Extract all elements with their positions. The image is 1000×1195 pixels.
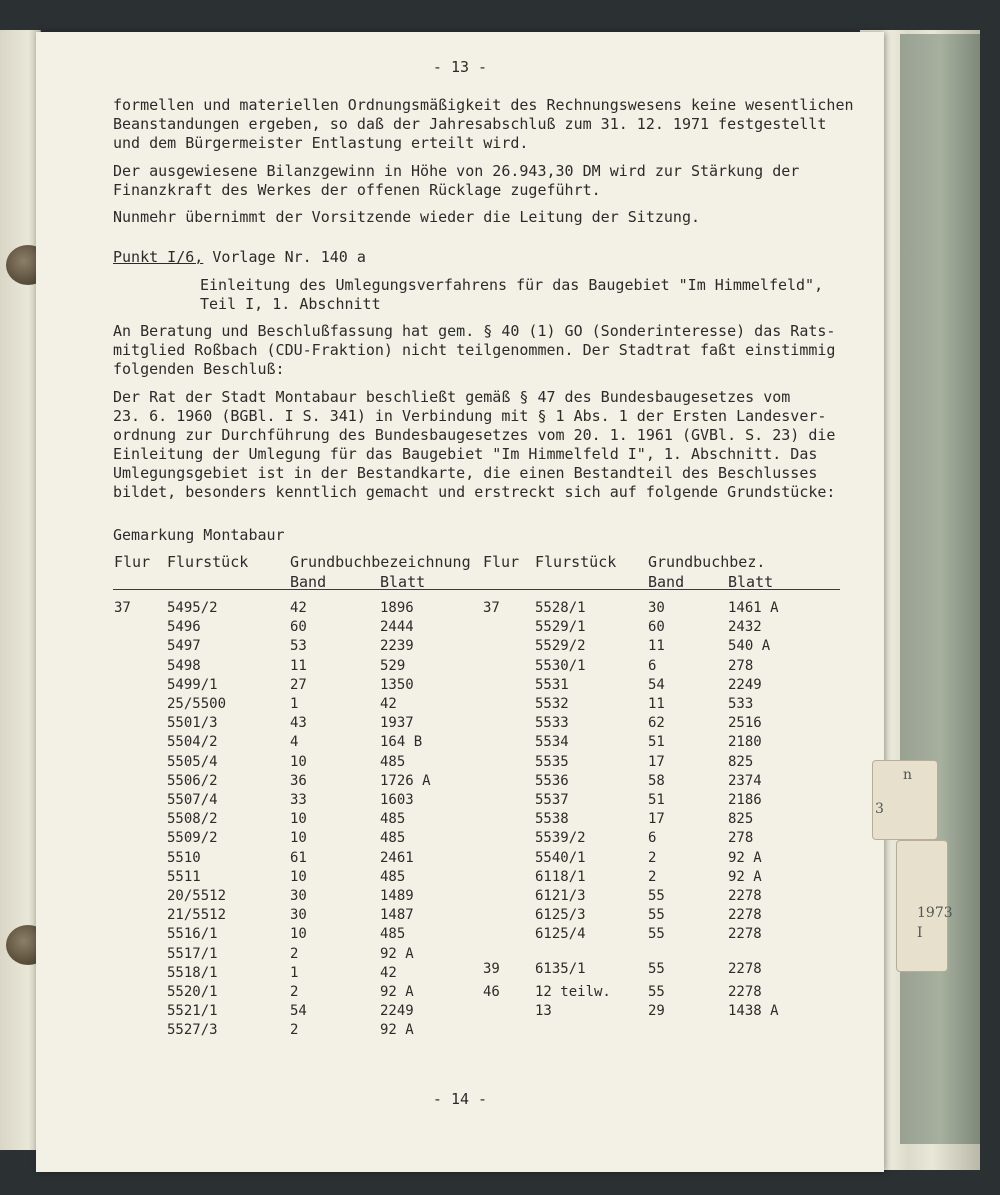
table-row bbox=[36, 1022, 884, 1041]
table-row bbox=[36, 961, 884, 984]
page-number-bottom: - 14 - bbox=[432, 1090, 488, 1108]
index-tab-lower[interactable] bbox=[896, 840, 953, 972]
beschluss-paragraph bbox=[113, 388, 836, 502]
cell-flurstueck-2: 5539/2 bbox=[535, 830, 586, 847]
cell-blatt: 485 bbox=[380, 811, 406, 828]
cell-band: 10 bbox=[290, 811, 307, 828]
table-row bbox=[36, 773, 884, 792]
cell-blatt: 485 bbox=[380, 830, 406, 847]
cell-blatt-2: 2249 bbox=[728, 676, 762, 693]
cell-blatt: 1937 bbox=[380, 715, 414, 732]
cell-blatt-2: 2432 bbox=[728, 619, 762, 636]
cell-band-2: 17 bbox=[648, 753, 665, 770]
table-row bbox=[36, 638, 884, 657]
cell-blatt-2: 2374 bbox=[728, 772, 762, 789]
col-header-grundbuch-2: Grundbuchbez. bbox=[648, 553, 766, 571]
cell-blatt-2: 2278 bbox=[728, 907, 762, 924]
cell-band: 43 bbox=[290, 715, 307, 732]
cell-band: 30 bbox=[290, 907, 307, 924]
cell-flurstueck-2: 12 teilw. bbox=[535, 984, 611, 1000]
table-row bbox=[36, 696, 884, 715]
index-tab-upper[interactable] bbox=[872, 760, 938, 840]
cell-blatt: 2461 bbox=[380, 849, 414, 866]
agenda-item-heading bbox=[113, 248, 366, 266]
vorsitz-paragraph bbox=[113, 208, 813, 227]
cell-band: 11 bbox=[290, 657, 307, 674]
cell-blatt-2: 278 bbox=[728, 657, 754, 674]
cell-band-2: 55 bbox=[648, 961, 665, 977]
cell-flurstueck: 5501/3 bbox=[167, 715, 218, 732]
cell-flurstueck-2: 5533 bbox=[535, 715, 569, 732]
cell-flurstueck-2: 5540/1 bbox=[535, 849, 586, 866]
text-line: 23. 6. 1960 (BGBl. I S. 341) in Verbindung mit § 1 Abs. 1 der Ersten Landesver- bbox=[113, 407, 827, 425]
cell-band: 1 bbox=[290, 696, 299, 712]
cell-flurstueck: 5506/2 bbox=[167, 772, 218, 789]
agenda-item-title bbox=[200, 276, 824, 314]
table-row bbox=[36, 658, 884, 677]
cell-band-2: 29 bbox=[648, 1003, 665, 1019]
text-line: ordnung zur Durchführung des Bundesbaugesetzes vom 20. 1. 1961 (GVBl. S. 23) die bbox=[113, 426, 836, 444]
cell-blatt-2: 825 bbox=[728, 811, 754, 828]
cell-blatt: 42 bbox=[380, 696, 397, 712]
col-header-blatt: Blatt bbox=[380, 573, 426, 591]
table-row bbox=[36, 619, 884, 638]
cell-flurstueck: 5507/4 bbox=[167, 792, 218, 808]
table-row bbox=[36, 754, 884, 773]
cell-band-2: 11 bbox=[648, 638, 665, 655]
text-line: Beanstandungen ergeben, so daß der Jahresabschluß zum 31. 12. 1971 festgestellt bbox=[113, 115, 827, 133]
cell-blatt-2: 2278 bbox=[728, 984, 762, 1000]
cell-band-2: 6 bbox=[648, 657, 657, 674]
cell-blatt-2: 2186 bbox=[728, 792, 762, 808]
cell-flurstueck: 5504/2 bbox=[167, 734, 218, 751]
cell-flurstueck: 5498 bbox=[167, 657, 201, 674]
table-row bbox=[36, 850, 884, 869]
cell-band: 27 bbox=[290, 676, 307, 693]
cell-flurstueck: 5509/2 bbox=[167, 830, 218, 847]
table-row bbox=[36, 734, 884, 753]
table-row bbox=[36, 677, 884, 696]
text-line: formellen und materiellen Ordnungsmäßigkeit des Rechnungswesens keine wesentlichen bbox=[113, 96, 854, 114]
cell-blatt: 92 A bbox=[380, 984, 414, 1000]
agenda-item-label: Punkt I/6, bbox=[113, 248, 204, 266]
text-line: Einleitung des Umlegungsverfahrens für das Baugebiet "Im Himmelfeld", bbox=[200, 276, 824, 294]
cell-flurstueck: 5517/1 bbox=[167, 946, 218, 962]
table-header-rule bbox=[113, 589, 840, 590]
text-line: Finanzkraft des Werkes der offenen Rücklage zugeführt. bbox=[113, 181, 601, 199]
binder-left-edge bbox=[0, 30, 41, 1150]
cell-band-2: 2 bbox=[648, 868, 657, 885]
cell-flurstueck-2: 6135/1 bbox=[535, 961, 586, 977]
cell-band-2: 11 bbox=[648, 696, 665, 712]
text-line: Der ausgewiesene Bilanzgewinn in Höhe von 26.943,30 DM wird zur Stärkung der bbox=[113, 162, 800, 180]
col-header-band: Band bbox=[290, 573, 327, 591]
cell-flurstueck: 5499/1 bbox=[167, 676, 218, 693]
cell-band: 2 bbox=[290, 1022, 299, 1038]
cell-band-2: 30 bbox=[648, 600, 665, 616]
table-row bbox=[36, 869, 884, 888]
cell-blatt-2: 2278 bbox=[728, 926, 762, 943]
bilanz-paragraph bbox=[113, 162, 813, 200]
col-header-grundbuch: Grundbuchbezeichnung bbox=[290, 553, 471, 571]
cell-band: 33 bbox=[290, 792, 307, 808]
cell-flurstueck: 5518/1 bbox=[167, 965, 218, 981]
col-header-flur: Flur bbox=[114, 553, 151, 571]
intro-paragraph bbox=[113, 96, 854, 153]
cell-blatt-2: 540 A bbox=[728, 638, 771, 655]
cell-band: 10 bbox=[290, 753, 307, 770]
col-header-flurstueck: Flurstück bbox=[167, 553, 249, 571]
cell-band-2: 60 bbox=[648, 619, 665, 636]
cell-blatt: 92 A bbox=[380, 1022, 414, 1038]
tab-text: n bbox=[903, 767, 913, 783]
binder-cover bbox=[900, 34, 980, 1144]
cell-flurstueck: 20/5512 bbox=[167, 888, 227, 904]
cell-flurstueck-2: 6121/3 bbox=[535, 888, 586, 904]
cell-band-2: 55 bbox=[648, 888, 665, 904]
cell-flurstueck-2: 5530/1 bbox=[535, 657, 586, 674]
cell-blatt-2: 2180 bbox=[728, 734, 762, 751]
cell-blatt: 92 A bbox=[380, 946, 414, 962]
cell-flurstueck: 5495/2 bbox=[167, 600, 218, 616]
cell-band: 1 bbox=[290, 965, 299, 981]
table-row bbox=[36, 811, 884, 830]
table-row bbox=[36, 926, 884, 945]
cell-blatt: 1350 bbox=[380, 676, 414, 693]
cell-blatt-2: 92 A bbox=[728, 849, 762, 866]
cell-flurstueck-2: 13 bbox=[535, 1003, 552, 1019]
cell-flurstueck: 21/5512 bbox=[167, 907, 227, 924]
cell-band: 10 bbox=[290, 830, 307, 847]
cell-flur-2: 39 bbox=[483, 961, 500, 977]
cell-flurstueck: 25/5500 bbox=[167, 696, 227, 712]
table-row bbox=[36, 792, 884, 811]
cell-flurstueck-2: 5532 bbox=[535, 696, 569, 712]
cell-band-2: 62 bbox=[648, 715, 665, 732]
cell-band: 10 bbox=[290, 868, 307, 885]
cell-band: 30 bbox=[290, 888, 307, 904]
table-row bbox=[36, 984, 884, 1003]
cell-flurstueck: 5510 bbox=[167, 849, 201, 866]
cell-band-2: 55 bbox=[648, 907, 665, 924]
cell-flurstueck: 5521/1 bbox=[167, 1003, 218, 1019]
cell-band: 60 bbox=[290, 619, 307, 636]
table-row bbox=[36, 600, 884, 619]
cell-blatt: 529 bbox=[380, 657, 406, 674]
cell-band: 2 bbox=[290, 984, 299, 1000]
document-page bbox=[36, 32, 884, 1172]
cell-blatt: 2249 bbox=[380, 1003, 414, 1019]
cell-band-2: 6 bbox=[648, 830, 657, 847]
text-line: Nunmehr übernimmt der Vorsitzende wieder die Leitung der Sitzung. bbox=[113, 208, 700, 226]
cell-blatt: 1487 bbox=[380, 907, 414, 924]
cell-flurstueck: 5520/1 bbox=[167, 984, 218, 1000]
beratung-paragraph bbox=[113, 322, 836, 379]
text-line: Teil I, 1. Abschnitt bbox=[200, 295, 381, 313]
cell-blatt: 2239 bbox=[380, 638, 414, 655]
cell-flur-2: 37 bbox=[483, 600, 500, 616]
cell-flurstueck-2: 5534 bbox=[535, 734, 569, 751]
table-row bbox=[36, 888, 884, 907]
cell-blatt-2: 1438 A bbox=[728, 1003, 779, 1019]
agenda-item-vorlage: Vorlage Nr. 140 a bbox=[203, 248, 366, 266]
tab-text: I bbox=[917, 925, 923, 941]
cell-flurstueck: 5505/4 bbox=[167, 753, 218, 770]
text-line: folgenden Beschluß: bbox=[113, 360, 285, 378]
text-line: Umlegungsgebiet ist in der Bestandkarte, die einen Bestandteil des Beschlusses bbox=[113, 464, 818, 482]
cell-flurstueck: 5497 bbox=[167, 638, 201, 655]
cell-band-2: 55 bbox=[648, 926, 665, 943]
table-row bbox=[36, 715, 884, 734]
cell-flurstueck: 5496 bbox=[167, 619, 201, 636]
text-line: mitglied Roßbach (CDU-Fraktion) nicht teilgenommen. Der Stadtrat faßt einstimmig bbox=[113, 341, 836, 359]
cell-blatt-2: 278 bbox=[728, 830, 754, 847]
cell-band-2: 17 bbox=[648, 811, 665, 828]
cell-band-2: 55 bbox=[648, 984, 665, 1000]
cell-blatt: 485 bbox=[380, 926, 406, 943]
cell-blatt-2: 2278 bbox=[728, 888, 762, 904]
col-header-flur-2: Flur bbox=[483, 553, 520, 571]
cell-blatt: 42 bbox=[380, 965, 397, 981]
cell-band-2: 54 bbox=[648, 676, 665, 693]
cell-blatt-2: 92 A bbox=[728, 868, 762, 885]
cell-flurstueck: 5511 bbox=[167, 868, 201, 885]
cell-blatt: 1726 A bbox=[380, 772, 431, 789]
cell-band-2: 51 bbox=[648, 734, 665, 751]
cell-flur-2: 46 bbox=[483, 984, 500, 1000]
cell-band: 53 bbox=[290, 638, 307, 655]
cell-band: 36 bbox=[290, 772, 307, 789]
cell-band: 54 bbox=[290, 1003, 307, 1019]
cell-flurstueck-2: 5536 bbox=[535, 772, 569, 789]
table-row bbox=[36, 907, 884, 926]
col-header-flurstueck-2: Flurstück bbox=[535, 553, 617, 571]
cell-blatt-2: 2516 bbox=[728, 715, 762, 732]
cell-blatt: 485 bbox=[380, 753, 406, 770]
text-line: An Beratung und Beschlußfassung hat gem. § 40 (1) GO (Sonderinteresse) das Rats- bbox=[113, 322, 836, 340]
cell-blatt-2: 2278 bbox=[728, 961, 762, 977]
cell-flurstueck-2: 6125/4 bbox=[535, 926, 586, 943]
cell-band-2: 51 bbox=[648, 792, 665, 808]
text-line: und dem Bürgermeister Entlastung erteilt wird. bbox=[113, 134, 529, 152]
cell-flurstueck-2: 6125/3 bbox=[535, 907, 586, 924]
table-row bbox=[36, 1003, 884, 1022]
cell-blatt: 2444 bbox=[380, 619, 414, 636]
cell-flurstueck-2: 5531 bbox=[535, 676, 569, 693]
text-line: Der Rat der Stadt Montabaur beschließt gemäß § 47 des Bundesbaugesetzes vom bbox=[113, 388, 791, 406]
cell-band: 10 bbox=[290, 926, 307, 943]
cell-blatt: 1603 bbox=[380, 792, 414, 808]
cell-blatt-2: 533 bbox=[728, 696, 754, 712]
cell-band: 61 bbox=[290, 849, 307, 866]
gemarkung-label: Gemarkung Montabaur bbox=[113, 526, 285, 544]
page-number-top: - 13 - bbox=[432, 58, 488, 76]
cell-flurstueck: 5508/2 bbox=[167, 811, 218, 828]
text-line: Einleitung der Umlegung für das Baugebiet "Im Himmelfeld I", 1. Abschnitt. Das bbox=[113, 445, 818, 463]
cell-flurstueck: 5516/1 bbox=[167, 926, 218, 943]
cell-flur: 37 bbox=[114, 600, 131, 616]
tab-text: 3 bbox=[875, 801, 884, 817]
cell-flurstueck-2: 6118/1 bbox=[535, 868, 586, 885]
cell-flurstueck-2: 5538 bbox=[535, 811, 569, 828]
cell-flurstueck-2: 5528/1 bbox=[535, 600, 586, 616]
cell-blatt-2: 825 bbox=[728, 753, 754, 770]
cell-band: 2 bbox=[290, 946, 299, 962]
text-line: bildet, besonders kenntlich gemacht und erstreckt sich auf folgende Grundstücke: bbox=[113, 483, 836, 501]
table-row bbox=[36, 830, 884, 849]
cell-blatt: 1489 bbox=[380, 888, 414, 904]
cell-blatt-2: 1461 A bbox=[728, 600, 779, 616]
cell-flurstueck-2: 5537 bbox=[535, 792, 569, 808]
cell-band: 4 bbox=[290, 734, 299, 751]
cell-flurstueck-2: 5529/2 bbox=[535, 638, 586, 655]
cell-band-2: 58 bbox=[648, 772, 665, 789]
col-header-blatt-2: Blatt bbox=[728, 573, 774, 591]
cell-blatt: 1896 bbox=[380, 600, 414, 616]
cell-flurstueck-2: 5529/1 bbox=[535, 619, 586, 636]
cell-blatt: 164 B bbox=[380, 734, 423, 751]
cell-flurstueck: 5527/3 bbox=[167, 1022, 218, 1038]
col-header-band-2: Band bbox=[648, 573, 685, 591]
cell-band-2: 2 bbox=[648, 849, 657, 866]
cell-flurstueck-2: 5535 bbox=[535, 753, 569, 770]
cell-band: 42 bbox=[290, 600, 307, 616]
cell-blatt: 485 bbox=[380, 868, 406, 885]
tab-text: 1973 bbox=[917, 905, 953, 921]
